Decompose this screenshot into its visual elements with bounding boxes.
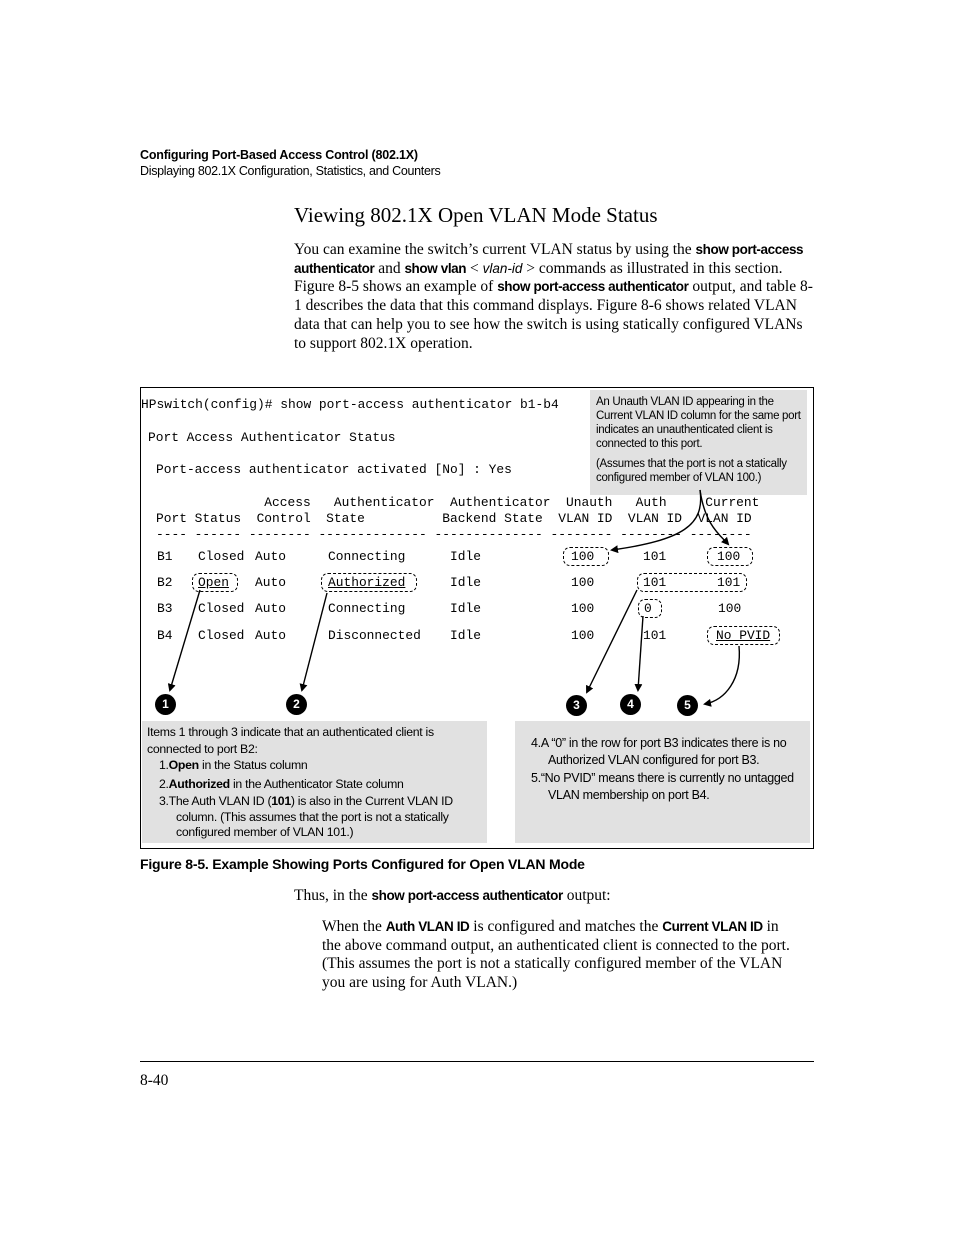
row-b4-control: Auto (255, 628, 286, 643)
row-b2-port: B2 (157, 575, 173, 590)
row-b2-control: Auto (255, 575, 286, 590)
after-paragraph: Thus, in the show port-access authenticator output: (294, 887, 611, 904)
badge-4: 4 (620, 694, 641, 715)
row-b3-unauth: 100 (571, 601, 595, 616)
section-heading: Viewing 802.1X Open VLAN Mode Status (294, 203, 658, 227)
row-b4-status: Closed (198, 628, 245, 643)
row-b1-unauth: 100 (571, 549, 595, 564)
row-b1-port: B1 (157, 549, 173, 564)
row-b1-status: Closed (198, 549, 245, 564)
row-b3-status: Closed (198, 601, 245, 616)
row-b1-backend: Idle (450, 549, 481, 564)
row-b4-state: Disconnected (328, 628, 421, 643)
arrow-unauth (612, 490, 701, 550)
note-left-item-1: 1.Open in the Status column (159, 758, 308, 772)
row-b2-current: 101 (717, 575, 741, 590)
arrow-1 (170, 590, 200, 690)
row-b1-state: Connecting (328, 549, 406, 564)
badge-3: 3 (566, 695, 587, 716)
row-b3-current: 100 (718, 601, 742, 616)
callout-top-note: (Assumes that the port is not a statically configured member of VLAN 100.) (596, 458, 787, 484)
running-header-section: Displaying 802.1X Configuration, Statistics, and Counters (140, 164, 441, 178)
row-b4-auth: 101 (643, 628, 667, 643)
arrow-5 (705, 646, 739, 704)
row-b2-unauth: 100 (571, 575, 595, 590)
figure-caption: Figure 8-5. Example Showing Ports Configured for Open VLAN Mode (140, 856, 585, 872)
terminal-activated-line: Port-access authenticator activated [No] : Yes (156, 462, 512, 477)
callout-top-text: An Unauth VLAN ID appearing in the Current VLAN ID column for the same port indicates an unauthenticated client is connected to this port. (596, 396, 801, 450)
note-left-item-3: 3.The Auth VLAN ID (101) is also in the Current VLAN ID column. (This assumes that the port is not a statically configured member of VLAN 101.) (159, 794, 453, 839)
terminal-status-title: Port Access Authenticator Status (148, 430, 396, 445)
note-left-item-2: 2.Authorized in the Authenticator State column (159, 776, 404, 791)
badge-5: 5 (677, 695, 698, 716)
row-b3-port: B3 (157, 601, 173, 616)
row-b2-auth: 101 (643, 575, 667, 590)
note-left-intro: Items 1 through 3 indicate that an authenticated client is connected to port B2: (147, 725, 434, 756)
arrow-3 (587, 590, 637, 692)
row-b3-backend: Idle (450, 601, 481, 616)
note-right (515, 721, 810, 843)
note-left (142, 721, 487, 843)
row-b2-backend: Idle (450, 575, 481, 590)
row-b4-port: B4 (157, 628, 173, 643)
badge-1: 1 (155, 694, 176, 715)
row-b3-control: Auto (255, 601, 286, 616)
intro-paragraph: You can examine the switch’s current VLAN status by using the show port-access authenticator and show vlan < vlan-id > commands as illustrated in this section. Figure 8-5 shows an example of show port-access authenticator output, and table 8-1 describes the data that this command displays. Figure 8-6 shows related VLAN data that can help you to see how the switch is using statically configured VLANs to support 802.1X operation. (294, 241, 813, 352)
row-b4-backend: Idle (450, 628, 481, 643)
row-b1-current: 100 (717, 549, 741, 564)
row-b1-control: Auto (255, 549, 286, 564)
row-b3-state: Connecting (328, 601, 406, 616)
row-b4-current: No PVID (716, 628, 771, 643)
row-b2-status: Open (198, 575, 229, 590)
note-right-item-4: 4.A “0” in the row for port B3 indicates there is no Authorized VLAN configured for port B3. (531, 736, 787, 767)
terminal-command: HPswitch(config)# show port-access authenticator b1-b4 (141, 397, 559, 412)
terminal-header-row-1: Access Authenticator Authenticator Unauth Auth Current (156, 495, 760, 510)
arrow-current (700, 490, 728, 544)
badge-2: 2 (286, 694, 307, 715)
row-b1-auth: 101 (643, 549, 667, 564)
footer-rule (140, 1061, 814, 1062)
arrow-4 (638, 616, 643, 690)
note-right-item-5: 5.“No PVID” means there is currently no untagged VLAN membership on port B4. (531, 771, 794, 802)
row-b3-auth: 0 (644, 601, 652, 616)
terminal-header-row-2: Port Status Control State Backend State VLAN ID VLAN ID VLAN ID (156, 511, 752, 526)
after-indented-paragraph: When the Auth VLAN ID is configured and matches the Current VLAN ID in the above command output, an authenticated client is connected to the port. (This assumes the port is not a statically configured member of the VLAN you are using for Auth VLAN.) (322, 918, 790, 992)
page-number: 8-40 (140, 1072, 169, 1089)
arrow-2 (302, 593, 327, 690)
terminal-divider: ---- ------ -------- -------------- -------------- -------- -------- -------- (156, 527, 752, 542)
row-b2-state: Authorized (328, 575, 406, 590)
row-b4-unauth: 100 (571, 628, 595, 643)
running-header-chapter: Configuring Port-Based Access Control (802.1X) (140, 148, 418, 162)
